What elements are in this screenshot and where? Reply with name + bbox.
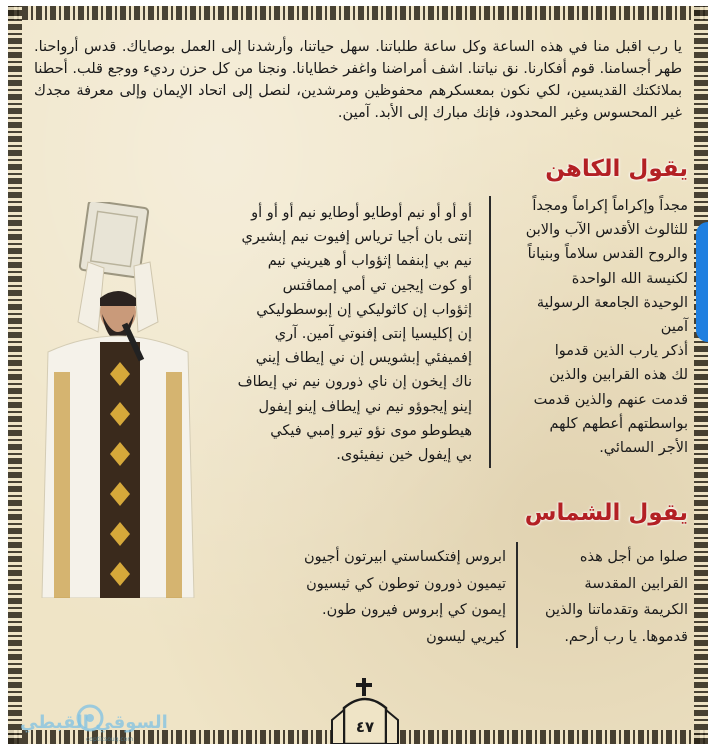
deacon-arabic-line: الكريمة وتقدماتنا والذين (545, 602, 688, 618)
deacon-coptic-transliteration-column (236, 544, 506, 650)
deacon-arabic-column (508, 544, 688, 650)
priest-arabic-line: لك هذه القرابين والذين (549, 367, 688, 384)
priest-arabic-line: للثالوث الأقدس الآب والابن (525, 222, 688, 239)
liturgy-page (8, 6, 708, 744)
side-tab[interactable] (696, 222, 708, 342)
priest-coptic-line: نيم بي إبنفما إثؤواب أو هيريني نيم (267, 253, 472, 270)
priest-coptic-line: إثؤواب إن كاثوليكي إن إبوسطوليكي (256, 301, 472, 318)
deacon-coptic-line: كيريي ليسون (426, 628, 506, 645)
priest-arabic-line: بواسطتهم أعطهم كلهم (549, 415, 688, 432)
column-divider (489, 196, 491, 468)
priest-coptic-line: بي إيفول خين نيفيئوى. (336, 447, 472, 464)
priest-arabic-line: الوحيدة الجامعة الرسولية (536, 294, 688, 311)
ornamental-border-right (694, 6, 708, 744)
priest-coptic-line: إن إكليسيا إنتى إفنوتي آمين. آري (274, 326, 472, 343)
priest-coptic-line: إينو إيجوؤو نيم ني إيطاف إينو إيفول (258, 398, 472, 415)
page-number: ٤٧ (355, 718, 375, 736)
intro-prayer-paragraph: يا رب اقبل منا في هذه الساعة وكل ساعة طلباتنا. سهل حياتنا، وأرشدنا إلى العمل بوصاياك. قدس أرواحنا. طهر أجسامنا. قوم أفكارنا. نق نياتنا. اشف أمراضنا واغفر خطايانا. ونجنا من كل حزن رديء ووجع قلب. أحطنا بملائكتك القديسين، لكي نكون بمعسكرهم محفوظين ومرشدين، لنصل إلى اتحاد الإيمان وإلى معرفة مجدك غير المحسوس وغير المحدود، فإنك مبارك إلى الأبد. آمين. (34, 39, 682, 121)
deacon-coptic-line: ابروس إفتكساستي ابيرتون أجيون (303, 549, 506, 565)
priest-coptic-line: إنتى بان أجيا ترياس إفيوت نيم إبشيري (241, 229, 472, 246)
deacon-arabic-line: صلوا من أجل هذه (579, 549, 688, 565)
watermark-text: السوقي القبطي (20, 712, 168, 733)
priest-arabic-line: أذكر يارب الذين قدموا (554, 343, 688, 360)
priest-coptic-line: هيطوطو موى نؤو تيرو إمبي فيكي (270, 422, 472, 439)
deacon-coptic-line: إيمون كي إبروس فيرون طون. (321, 602, 506, 618)
priest-coptic-line: ناك إيخون إن ناي ذورون نيم ني إيطاف (237, 374, 472, 391)
column-divider (516, 542, 518, 648)
priest-arabic-line: والروح القدس سلاماً وبنياناً (527, 246, 688, 263)
priest-arabic-line: الأجر السمائي. (599, 440, 688, 457)
deacon-arabic-line: القرابين المقدسة (584, 575, 688, 592)
priest-heading: يقول الكاهن (545, 156, 688, 182)
deacon-coptic-line: تيميون ذورون توطون كي ثيسيون (306, 575, 506, 592)
deacon-heading: يقول الشماس (524, 500, 688, 526)
ornamental-border-top (8, 6, 708, 20)
priest-arabic-line: لكنيسة الله الواحدة (571, 270, 688, 287)
priest-illustration (18, 202, 198, 598)
priest-arabic-line: آمين (660, 319, 688, 336)
priest-coptic-line: أو أو أو نيم أوطايو أوطايو نيم أو أو أو (251, 205, 472, 221)
priest-coptic-line: أو كوت إيجين تي أمي إمماڤتس (282, 277, 472, 294)
watermark-subtext: copticsouq.com (86, 736, 134, 743)
priest-coptic-transliteration-column (232, 201, 472, 467)
priest-arabic-line: قدمت عنهم والذين قدمت (533, 391, 688, 408)
deacon-arabic-line: قدموها. يا رب أرحم. (564, 628, 688, 645)
priest-arabic-column (478, 194, 688, 460)
priest-arabic-line: مجداً وإكراماً إكراماً ومجداً (532, 198, 688, 214)
priest-coptic-line: إفميفئي إبشويس إن ني إيطاف إيني (255, 350, 472, 367)
